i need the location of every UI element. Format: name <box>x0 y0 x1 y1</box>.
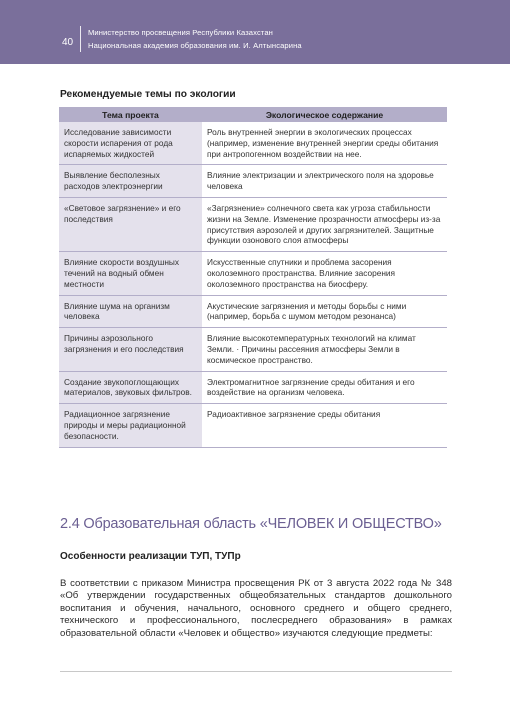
table-row <box>59 122 447 165</box>
table-row <box>59 197 447 251</box>
content-cell: Электромагнитное загрязнение среды обитания и его воздействие на организм человека. <box>202 371 447 404</box>
topic-cell: Радиационное загрязнение природы и меры радиационной безопасности. <box>59 404 202 447</box>
table-row <box>59 328 447 371</box>
table-row <box>59 404 447 447</box>
body-paragraph: В соответствии с приказом Министра просвещения РК от 3 августа 2022 года № 348 «Об утверждении государственных общеобязательных стандартов дошкольного воспитания и обучения, начального, основного среднего и общего среднего, технического и профессионального, послесреднего образования» в рамках образовательной области «Человек и общество» изучаются следующие предметы: <box>60 578 452 639</box>
subsection-title: Особенности реализации ТУП, ТУПр <box>60 551 241 562</box>
table-row <box>59 295 447 328</box>
header-divider <box>80 26 81 52</box>
topic-cell: Влияние шума на организм человека <box>59 295 202 328</box>
column-header-content: Экологическое содержание <box>202 107 447 122</box>
table-row <box>59 371 447 404</box>
column-header-topic: Тема проекта <box>59 107 202 122</box>
table-row <box>59 252 447 295</box>
ecology-topics-table <box>59 107 447 448</box>
topic-cell: Выявление бесполезных расходов электроэнергии <box>59 165 202 198</box>
content-cell: Роль внутренней энергии в экологических процессах (например, изменение внутренней энергии среды обитания при антропогенном воздействии на нее. <box>202 122 447 165</box>
topic-cell: Исследование зависимости скорости испарения от рода испаряемых жидкостей <box>59 122 202 165</box>
page-header <box>0 0 510 64</box>
content-cell: Искусственные спутники и проблема засорения околоземного пространства. Влияние засорения околоземного пространства на биосферу. <box>202 252 447 295</box>
content-cell: Радиоактивное загрязнение среды обитания <box>202 404 447 447</box>
table-row <box>59 165 447 198</box>
area-heading: 2.4 Образовательная область «ЧЕЛОВЕК И ОБЩЕСТВО» <box>60 516 442 532</box>
content-cell: Акустические загрязнения и методы борьбы с ними (например, борьба с шумом методом резонанса) <box>202 295 447 328</box>
section-title: Рекомендуемые темы по экологии <box>60 89 236 100</box>
content-cell: Влияние электризации и электрического поля на здоровье человека <box>202 165 447 198</box>
topic-cell: «Световое загрязнение» и его последствия <box>59 197 202 251</box>
topic-cell: Влияние скорости воздушных течений на водный обмен местности <box>59 252 202 295</box>
topic-cell: Причины аэрозольного загрязнения и его последствия <box>59 328 202 371</box>
header-academy: Национальная академия образования им. И. Алтынсарина <box>88 41 302 50</box>
table-header-row <box>59 107 447 122</box>
footer-divider <box>60 671 452 672</box>
content-cell: Влияние высокотемпературных технологий на климат Земли. · Причины рассеяния атмосферы Земли в космическое пространство. <box>202 328 447 371</box>
content-cell: «Загрязнение» солнечного света как угроза стабильности жизни на Земле. Изменение прозрачности атмосферы из-за присутствия аэрозолей и других загрязнителей. Защитные функции озонового слоя атмосферы <box>202 197 447 251</box>
page-number: 40 <box>62 37 74 48</box>
topic-cell: Создание звукопоглощающих материалов, звуковых фильтров. <box>59 371 202 404</box>
header-ministry: Министерство просвещения Республики Казахстан <box>88 28 273 37</box>
